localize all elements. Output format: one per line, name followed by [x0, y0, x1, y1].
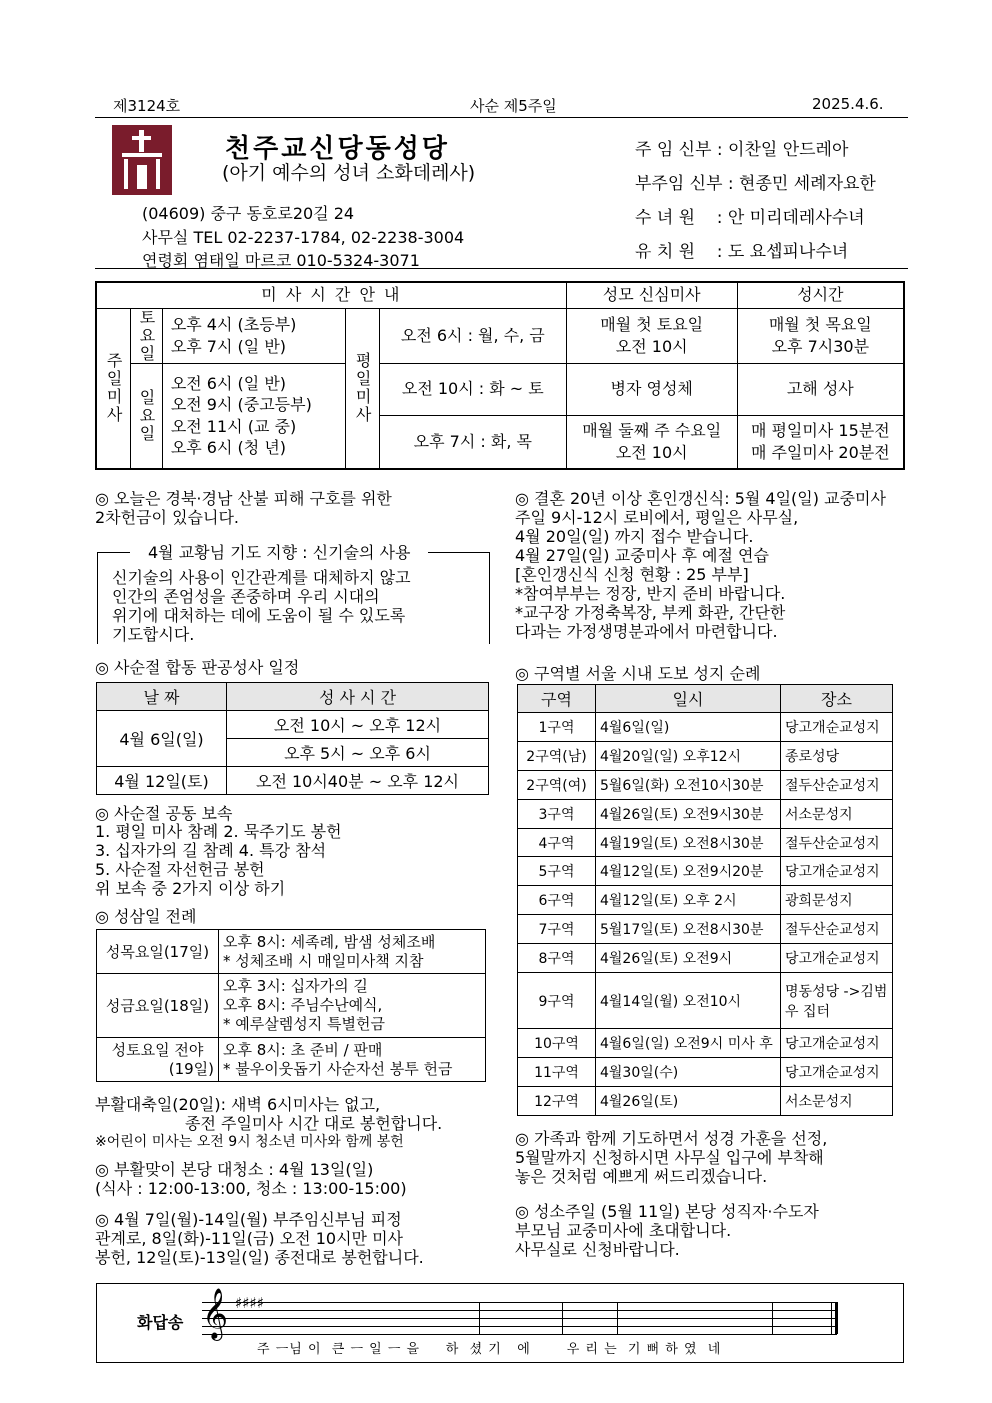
wedding-renewal-notice: ◎ 결혼 20년 이상 혼인갱신식: 5월 4일(일) 교중미사 주일 9시-12시 로비에서, 평일은 사무실, 4월 20일(일) 까지 접수 받습니다. 4월 27일(일) 교중미사 후 예절 연습 [혼인갱신식 신청 현황 : 25 부부] *참여부부는 정장, 반지 준비 바랍니다. *교구장 가정축복장, 부케 화관, 간단한 다과는 가정생명분과에서 마련합니다. [515, 489, 886, 641]
pilgrimage-row [518, 828, 893, 857]
confession-time: 매 평일미사 15분전 매 주일미사 20분전 [737, 415, 904, 469]
church-name: 천주교신당동성당 [225, 134, 450, 164]
pilgrimage-row [518, 713, 893, 742]
weekday-time-1: 오전 6시 : 월, 수, 금 [379, 308, 566, 363]
pilgrimage-zone: 12구역 [518, 1086, 596, 1115]
pilgrimage-table: 구역 일시 장소 1구역 4월6일(일) 당고개순교성지 2구역(남) 4월20일(일) 오후12시 종로성당 2구역(여) 5월6일(화) 오전10시30분 절두산순교성지 3구역 4월26일(토) 오전9시30분 서소문성지 4구역 4월19일(토) 오전8시30분 절두산순교성지 5구역 4월12일(토) 오전9시20분 당고개순교성지 6구역 4월12일(토) 오후 2시 광희문성지 7구역 5월17일(토) 오전8시30분 절두산순교성지 8구역 4월26일(토) 오전9시 당고개순교성지 9구역 4월14일(월) 오전10시 명동성당 ->김범우 집터 10구역 4월6일(일) 오전9시 미사 후 당고개순교성지 11구역 4월30일(수) 당고개순교성지 12구역 4월26일(토) 서소문성지 [517, 684, 893, 1116]
barline-2 [562, 1302, 563, 1334]
staff-pastor: 주 임 신부 : 이찬일 안드레아 [635, 140, 849, 160]
confession-schedule-table: 날 짜 성 사 시 간 4월 6일(일) 오전 10시 ~ 오후 12시 오후 5시 ~ 오후 6시 4월 12일(토) 오전 10시40분 ~ 오후 12시 [96, 682, 489, 795]
pilgrimage-place: 명동성당 ->김범우 집터 [781, 973, 893, 1029]
sunday-mass-label: 주일미사 [96, 308, 130, 469]
saturday-label: 토요일 [130, 308, 162, 363]
barline-5 [831, 1302, 832, 1334]
pilgrimage-datetime: 4월6일(일) 오전9시 미사 후 [596, 1029, 781, 1058]
sick-communion-time: 매월 둘째 주 수요일 오전 10시 [566, 415, 737, 469]
pilgrimage-zone: 3구역 [518, 799, 596, 828]
pilgrimage-place: 절두산순교성지 [781, 770, 893, 799]
liturgical-week: 사순 제5주일 [470, 97, 557, 115]
vocation-sunday-notice: ◎ 성소주일 (5월 11일) 본당 성직자·수도자 부모님 교중미사에 초대합니다. 사무실로 신청바랍니다. [515, 1202, 819, 1259]
contact-divider [95, 268, 908, 269]
key-signature-icon: ♯♯♯♯ [235, 1294, 265, 1312]
bulletin-date: 2025.4.6. [812, 95, 884, 113]
pilgrimage-datetime: 4월20일(일) 오후12시 [596, 741, 781, 770]
pilgrimage-title: ◎ 구역별 서울 시내 도보 성지 순례 [515, 664, 761, 683]
pilgrimage-datetime: 5월17일(토) 오전8시30분 [596, 915, 781, 944]
pilgrimage-row [518, 1086, 893, 1115]
pilgrimage-datetime: 4월6일(일) [596, 713, 781, 742]
council-contact: 연령회 염태일 마르코 010-5324-3071 [142, 251, 420, 270]
confession-schedule-title: ◎ 사순절 합동 판공성사 일정 [95, 658, 300, 677]
barline-1 [479, 1302, 480, 1334]
pilgrimage-place: 절두산순교성지 [781, 915, 893, 944]
pilgrimage-row [518, 1029, 893, 1058]
holy-hour-time: 매월 첫 목요일 오후 7시30분 [737, 308, 904, 363]
pilgrimage-datetime: 4월12일(토) 오전9시20분 [596, 857, 781, 886]
office-phone: 사무실 TEL 02-2237-1784, 02-2238-3004 [142, 228, 465, 247]
pilgrimage-place: 당고개순교성지 [781, 1057, 893, 1086]
pilgrimage-datetime: 4월26일(토) 오전9시 [596, 944, 781, 973]
pilgrimage-datetime: 4월12일(토) 오후 2시 [596, 886, 781, 915]
pilgrimage-row [518, 886, 893, 915]
pilgrimage-row [518, 770, 893, 799]
pilgrimage-row [518, 1057, 893, 1086]
pilgrimage-place: 당고개순교성지 [781, 713, 893, 742]
mary-mass-title: 성모 신심미사 [566, 282, 737, 308]
mary-mass-time: 매월 첫 토요일 오전 10시 [566, 308, 737, 363]
pilgrimage-place: 당고개순교성지 [781, 1029, 893, 1058]
pilgrimage-row [518, 915, 893, 944]
triduum-table: 성목요일(17일) 오후 8시: 세족례, 밤샘 성체조배 * 성체조배 시 매일미사책 지참 성금요일(18일) 오후 3시: 십자가의 길 오후 8시: 주님수난예식, * 예루살렘성지 특별헌금 성토요일 전야 (19일) 오후 8시: 초 준비 / 판매 * 불우이웃돕기 사순자선 봉투 헌금 [96, 929, 486, 1082]
sick-communion-title: 병자 영성체 [566, 363, 737, 415]
family-motto-notice: ◎ 가족과 함께 기도하면서 성경 가훈을 선정, 5월말까지 신청하시면 사무실 입구에 부착해 놓은 것처럼 예쁘게 써드리겠습니다. [515, 1129, 828, 1186]
pilgrimage-zone: 8구역 [518, 944, 596, 973]
confession-title: 고해 성사 [737, 363, 904, 415]
lent-penance-list: 1. 평일 미사 참례 2. 묵주기도 봉헌 3. 십자가의 길 참례 4. 특강 참석 5. 사순절 자선헌금 봉헌 위 보속 중 2가지 이상 하기 [95, 822, 342, 898]
pilgrimage-datetime: 4월26일(토) 오전9시30분 [596, 799, 781, 828]
triduum-title: ◎ 성삼일 전례 [95, 907, 197, 926]
church-address: (04609) 중구 동호로20길 24 [142, 204, 355, 223]
pilgrimage-place: 종로성당 [781, 741, 893, 770]
pilgrimage-place: 광희문성지 [781, 886, 893, 915]
barline-3 [617, 1302, 618, 1334]
pilgrimage-row [518, 741, 893, 770]
staff-convent: 수 녀 원 : 안 미리데레사수녀 [635, 208, 865, 228]
holy-hour-title: 성시간 [737, 282, 904, 308]
weekday-mass-label: 평일미사 [345, 308, 379, 469]
sunday-label: 일요일 [130, 363, 162, 469]
easter-notice: 부활대축일(20일): 새벽 6시미사는 없고, 종전 주일미사 시간 대로 봉헌합니다. ※어린이 미사는 오전 9시 청소년 미사와 함께 봉헌 [95, 1095, 443, 1150]
pilgrimage-datetime: 4월26일(토) [596, 1086, 781, 1115]
staff-assistant: 부주임 신부 : 현종민 세례자요한 [635, 174, 876, 194]
pilgrimage-zone: 1구역 [518, 713, 596, 742]
pilgrimage-zone: 5구역 [518, 857, 596, 886]
header-divider [95, 117, 908, 118]
pilgrimage-place: 서소문성지 [781, 799, 893, 828]
barline-4 [772, 1302, 773, 1334]
pilgrimage-row [518, 944, 893, 973]
saturday-times: 오후 4시 (초등부) 오후 7시 (일 반) [162, 308, 345, 363]
pilgrimage-zone: 7구역 [518, 915, 596, 944]
pilgrimage-row [518, 973, 893, 1029]
mass-schedule-table [95, 281, 905, 470]
cleaning-notice: ◎ 부활맞이 본당 대청소 : 4월 13일(일) (식사 : 12:00-13:00, 청소 : 13:00-15:00) [95, 1160, 407, 1198]
psalm-label: 화답송 [137, 1313, 184, 1332]
pilgrimage-zone: 10구역 [518, 1029, 596, 1058]
pilgrimage-zone: 9구역 [518, 973, 596, 1029]
pilgrimage-datetime: 4월30일(수) [596, 1057, 781, 1086]
psalm-lyrics: 주 ㅡ님 이 큰 ㅡ 일 ㅡ 을 하 셨 기 에 우 리 는 기 뻐 하 였 네 [257, 1342, 722, 1357]
prayer-intention-title: 4월 교황님 기도 지향 : 신기술의 사용 [130, 543, 428, 562]
psalm-music-box [96, 1283, 904, 1363]
church-logo [112, 125, 172, 195]
pilgrimage-place: 절두산순교성지 [781, 828, 893, 857]
treble-clef-icon: 𝄞 [202, 1288, 229, 1339]
staff-kindergarten: 유 치 원 : 도 요셉피나수녀 [635, 242, 849, 262]
pilgrimage-row [518, 799, 893, 828]
final-barline [835, 1302, 838, 1334]
pilgrimage-zone: 4구역 [518, 828, 596, 857]
mass-title: 미 사 시 간 안 내 [96, 282, 566, 308]
pilgrimage-place: 서소문성지 [781, 1086, 893, 1115]
pilgrimage-zone: 6구역 [518, 886, 596, 915]
weekday-time-3: 오후 7시 : 화, 목 [379, 415, 566, 469]
prayer-intention-text: 신기술의 사용이 인간관계를 대체하지 않고 인간의 존엄성을 존중하며 우리 시대의 위기에 대처하는 데에 도움이 될 수 있도록 기도합시다. [112, 568, 411, 644]
issue-number: 제3124호 [113, 97, 181, 115]
pilgrimage-datetime: 4월19일(토) 오전8시30분 [596, 828, 781, 857]
pilgrimage-zone: 2구역(여) [518, 770, 596, 799]
pilgrimage-datetime: 5월6일(화) 오전10시30분 [596, 770, 781, 799]
lent-penance-title: ◎ 사순절 공동 보속 [95, 804, 233, 823]
weekday-time-2: 오전 10시 : 화 ~ 토 [379, 363, 566, 415]
pilgrimage-zone: 2구역(남) [518, 741, 596, 770]
pilgrimage-place: 당고개순교성지 [781, 944, 893, 973]
pilgrimage-zone: 11구역 [518, 1057, 596, 1086]
retreat-notice: ◎ 4월 7일(월)-14일(월) 부주임신부님 피정 관계로, 8일(화)-11일(금) 오전 10시만 미사 봉헌, 12일(토)-13일(일) 종전대로 봉헌합니다. [95, 1210, 424, 1267]
pilgrimage-datetime: 4월14일(월) 오전10시 [596, 973, 781, 1029]
notice-wildfire: ◎ 오늘은 경북·경남 산불 피해 구호를 위한 2차헌금이 있습니다. [95, 489, 392, 527]
pilgrimage-row [518, 857, 893, 886]
church-patron: (아기 예수의 성녀 소화데레사) [222, 162, 476, 184]
pilgrimage-place: 당고개순교성지 [781, 857, 893, 886]
sunday-times: 오전 6시 (일 반) 오전 9시 (중고등부) 오전 11시 (교 중) 오후 6시 (청 년) [162, 363, 345, 469]
